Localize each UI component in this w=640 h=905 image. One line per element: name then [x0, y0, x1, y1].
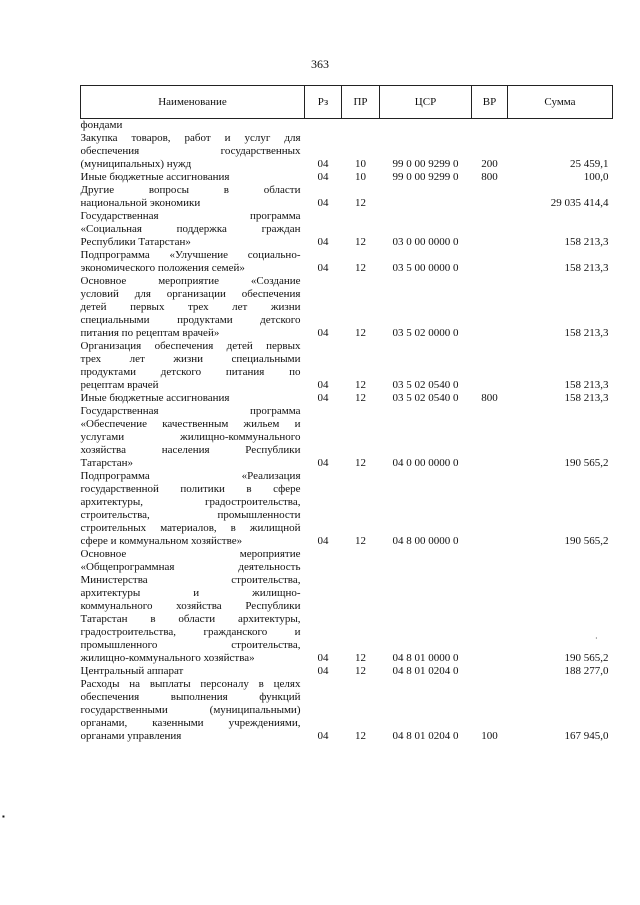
row-pr: 12 — [355, 652, 366, 664]
row-pr: 12 — [355, 197, 366, 209]
row-rz: 04 — [317, 392, 329, 404]
row-name — [81, 210, 305, 249]
row-sum: 29 035 414,4 — [550, 197, 609, 209]
row-sum: 190 565,2 — [564, 652, 609, 664]
row-csr: 04 0 00 0000 0 — [392, 457, 459, 469]
row-rz: 04 — [317, 535, 329, 547]
header-sum: Сумма — [508, 86, 613, 119]
row-name-line: Иные бюджетные ассигнования — [80, 392, 230, 404]
row-name-line: органами, казенными учреждениями, — [80, 717, 301, 729]
row-name-line: Организация обеспечения детей первых — [80, 340, 301, 352]
row-name-line: фондами — [80, 119, 123, 131]
row-rz: 04 — [317, 262, 329, 274]
row-name — [81, 184, 305, 210]
row-csr: 99 0 00 9299 0 — [392, 158, 459, 170]
row-csr: 04 8 00 0000 0 — [392, 535, 459, 547]
row-vr — [472, 119, 508, 133]
row-rz — [305, 119, 342, 133]
row-name-line: строительства, промышленности — [80, 509, 301, 521]
row-name-line: (муниципальных) нужд — [80, 158, 192, 170]
row-sum: 158 213,3 — [564, 379, 609, 391]
row-name-line: детей первых трех лет жизни — [80, 301, 301, 313]
row-pr — [342, 119, 380, 133]
row-sum: 158 213,3 — [564, 262, 609, 274]
row-vr — [472, 405, 508, 470]
row-name-line: архитектуры и жилищно- — [80, 587, 301, 599]
row-sum: 190 565,2 — [564, 535, 609, 547]
row-name-line: «Общепрограммная деятельность — [80, 561, 301, 573]
header-pr: ПР — [342, 86, 380, 119]
row-name-line: государственными (муниципальными) — [80, 704, 301, 716]
row-vr — [472, 249, 508, 275]
row-sum: 167 945,0 — [564, 730, 609, 742]
row-pr: 10 — [355, 158, 366, 170]
row-vr — [472, 340, 508, 392]
row-name — [81, 275, 305, 340]
row-name — [81, 392, 305, 405]
row-vr: 200 — [481, 158, 498, 170]
row-name-line: питания по рецептам врачей» — [80, 327, 220, 339]
header-csr: ЦСР — [380, 86, 472, 119]
row-pr: 12 — [355, 327, 366, 339]
row-name — [81, 470, 305, 548]
row-csr: 03 5 02 0540 0 — [392, 379, 459, 391]
row-sum — [508, 119, 613, 133]
row-name-line: органами управления — [80, 730, 182, 742]
table-header-row — [81, 86, 613, 119]
row-name-line: жилищно-коммунального хозяйства» — [80, 652, 255, 664]
row-sum: 158 213,3 — [564, 392, 609, 404]
row-vr — [472, 665, 508, 678]
row-vr — [472, 184, 508, 210]
row-vr — [472, 470, 508, 548]
page-number: 363 — [311, 57, 329, 71]
header-vr: ВР — [472, 86, 508, 119]
row-name-line: Татарстан» — [80, 457, 133, 469]
row-name-line: обеспечения выполнения функций — [80, 691, 301, 703]
row-vr: 800 — [481, 171, 498, 183]
margin-mark: ▪ — [2, 812, 5, 821]
row-rz: 04 — [317, 197, 329, 209]
row-name-line: архитектуры, градостроительства, — [80, 496, 301, 508]
row-name-line: государственной политики в сфере — [80, 483, 301, 495]
table-row — [81, 132, 613, 171]
row-name — [81, 405, 305, 470]
row-vr: 800 — [481, 392, 498, 404]
row-csr: 03 5 02 0000 0 — [392, 327, 459, 339]
row-name — [81, 340, 305, 392]
row-pr: 12 — [355, 730, 366, 742]
row-rz: 04 — [317, 236, 329, 248]
row-name-line: обеспечения государственных — [80, 145, 301, 157]
row-name — [81, 249, 305, 275]
row-csr: 04 8 01 0000 0 — [392, 652, 459, 664]
row-rz: 04 — [317, 730, 329, 742]
row-name — [81, 132, 305, 171]
row-name-line: рецептам врачей — [80, 379, 159, 391]
row-vr — [472, 210, 508, 249]
row-rz: 04 — [317, 171, 329, 183]
row-pr: 12 — [355, 379, 366, 391]
budget-table — [80, 85, 613, 743]
margin-dot: · — [595, 634, 598, 643]
header-name: Наименование — [81, 86, 305, 119]
row-name-line: национальной экономики — [80, 197, 201, 209]
table-row — [81, 275, 613, 340]
table-row — [81, 249, 613, 275]
row-name — [81, 171, 305, 184]
row-name-line: Татарстан в области архитектуры, — [80, 613, 301, 625]
row-name-line: сфере и коммунальном хозяйстве» — [80, 535, 243, 547]
row-pr: 10 — [355, 171, 366, 183]
row-csr: 03 5 02 0540 0 — [392, 392, 459, 404]
row-pr: 12 — [355, 457, 366, 469]
row-vr — [472, 275, 508, 340]
table-row — [81, 119, 613, 133]
row-name-line: специальными продуктами детского — [80, 314, 301, 326]
row-name-line: условий для организации обеспечения — [80, 288, 301, 300]
row-name — [81, 548, 305, 665]
row-name-line: промышленного строительства, — [80, 639, 301, 651]
row-name-line: Основное мероприятие «Создание — [80, 275, 301, 287]
row-name-line: «Обеспечение качественным жильем и — [80, 418, 301, 430]
row-name-line: градостроительства, гражданского и — [80, 626, 301, 638]
row-pr: 12 — [355, 392, 366, 404]
row-name-line: Подпрограмма «Улучшение социально- — [80, 249, 301, 261]
table-row — [81, 470, 613, 548]
row-name-line: экономического положения семей» — [80, 262, 245, 274]
table-row — [81, 392, 613, 405]
header-rz: Рз — [305, 86, 342, 119]
row-csr: 04 8 01 0204 0 — [392, 730, 459, 742]
row-pr: 12 — [355, 236, 366, 248]
row-name — [81, 119, 305, 133]
row-csr: 99 0 00 9299 0 — [392, 171, 459, 183]
row-sum: 190 565,2 — [564, 457, 609, 469]
row-name-line: Иные бюджетные ассигнования — [80, 171, 230, 183]
table-row — [81, 171, 613, 184]
row-sum: 25 459,1 — [570, 158, 609, 170]
row-name-line: Основное мероприятие — [80, 548, 301, 560]
row-name-line: Государственная программа — [80, 405, 301, 417]
row-pr: 12 — [355, 262, 366, 274]
table-row — [81, 678, 613, 743]
row-name-line: трех лет жизни специальными — [80, 353, 301, 365]
row-name — [81, 678, 305, 743]
row-csr: 04 8 01 0204 0 — [392, 665, 459, 677]
row-name-line: коммунального хозяйства Республики — [80, 600, 301, 612]
table-row — [81, 340, 613, 392]
row-csr — [380, 119, 472, 133]
row-name-line: Закупка товаров, работ и услуг для — [80, 132, 301, 144]
row-csr — [380, 184, 472, 210]
row-rz: 04 — [317, 158, 329, 170]
row-name-line: Министерства строительства, — [80, 574, 301, 586]
row-rz: 04 — [317, 665, 329, 677]
row-rz: 04 — [317, 457, 329, 469]
row-rz: 04 — [317, 652, 329, 664]
row-vr — [472, 548, 508, 665]
row-name — [81, 665, 305, 678]
table-row — [81, 665, 613, 678]
row-name-line: Другие вопросы в области — [80, 184, 301, 196]
row-name-line: строительных материалов, в жилищной — [80, 522, 301, 534]
table-row — [81, 184, 613, 210]
row-name-line: Расходы на выплаты персоналу в целях — [80, 678, 301, 690]
row-sum: 158 213,3 — [564, 327, 609, 339]
row-name-line: Государственная программа — [80, 210, 301, 222]
table-body — [81, 119, 613, 744]
row-pr: 12 — [355, 665, 366, 677]
row-name-line: Центральный аппарат — [80, 665, 184, 677]
row-vr: 100 — [481, 730, 498, 742]
row-rz: 04 — [317, 379, 329, 391]
row-rz: 04 — [317, 327, 329, 339]
row-csr: 03 5 00 0000 0 — [392, 262, 459, 274]
row-csr: 03 0 00 0000 0 — [392, 236, 459, 248]
row-pr: 12 — [355, 535, 366, 547]
row-sum: 100,0 — [583, 171, 609, 183]
row-name-line: хозяйства населения Республики — [80, 444, 301, 456]
row-sum: 188 277,0 — [564, 665, 609, 677]
table-row — [81, 405, 613, 470]
table-row — [81, 210, 613, 249]
row-name-line: Республики Татарстан» — [80, 236, 191, 248]
row-name-line: Подпрограмма «Реализация — [80, 470, 301, 482]
table-row — [81, 548, 613, 665]
row-name-line: «Социальная поддержка граждан — [80, 223, 301, 235]
row-name-line: услугами жилищно-коммунального — [80, 431, 301, 443]
row-name-line: продуктами детского питания по — [80, 366, 301, 378]
row-sum: 158 213,3 — [564, 236, 609, 248]
